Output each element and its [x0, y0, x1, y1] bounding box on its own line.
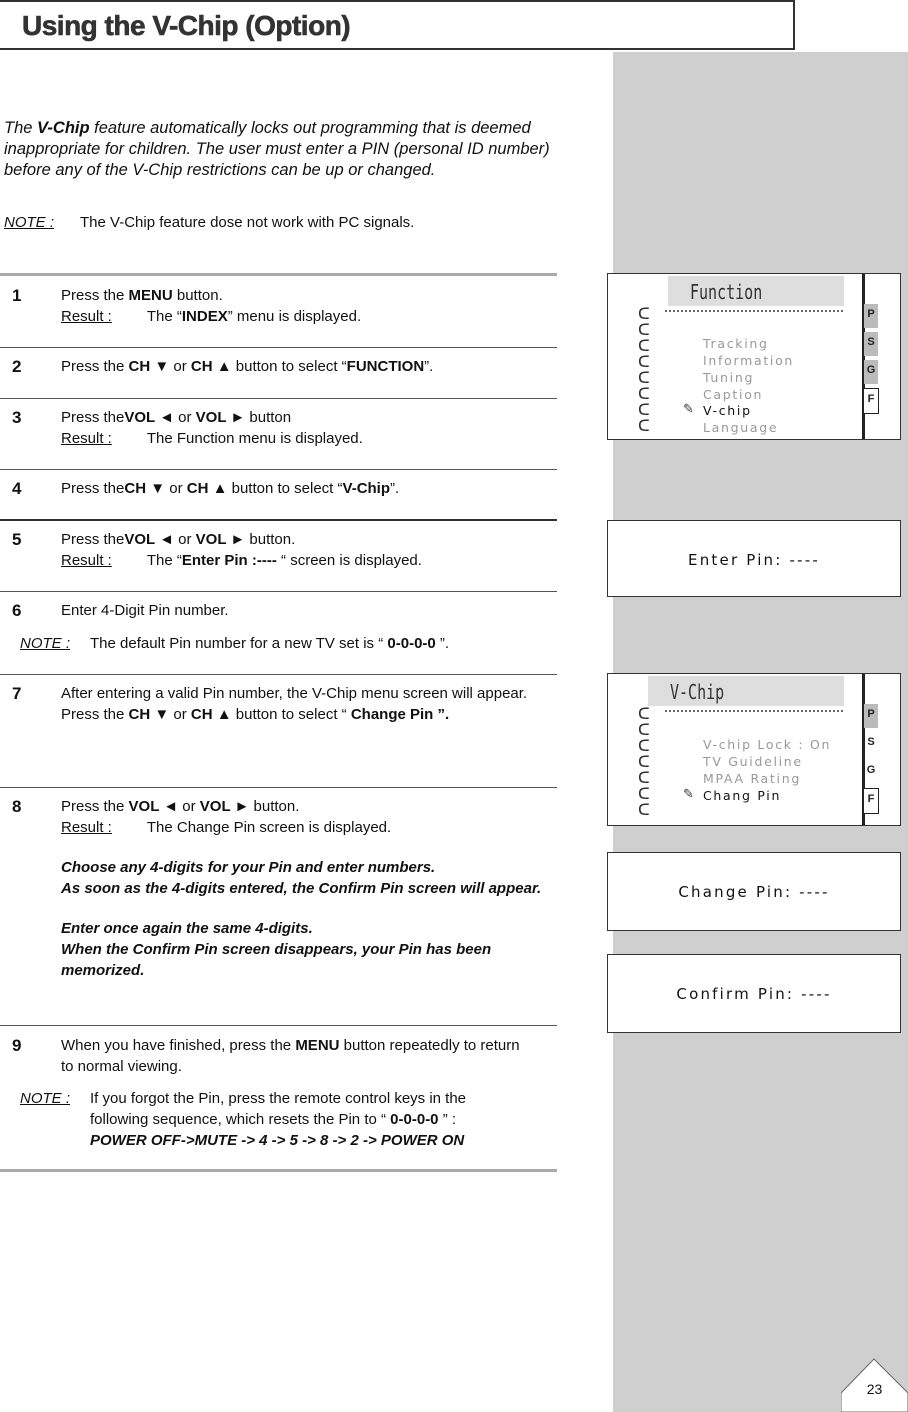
step-text: Press the: [61, 409, 125, 426]
step-number: 7: [12, 684, 22, 703]
menu-header: [648, 676, 844, 706]
page-title-box: [0, 0, 795, 50]
step-text: After entering a valid Pin number, the V-Chip menu screen will appear.: [61, 685, 528, 702]
tab-picture[interactable]: P: [864, 704, 878, 728]
divider: [0, 273, 557, 276]
ring-icon: ᑕ: [638, 338, 650, 355]
key-vol-right: VOL ►: [195, 531, 246, 548]
divider: [0, 591, 557, 592]
step-number: 4: [12, 479, 22, 498]
menu-function: FUNCTION: [346, 358, 425, 375]
menu-item-selected[interactable]: [683, 787, 782, 803]
pencil-icon: ✎: [683, 402, 696, 417]
tab-guide[interactable]: G: [866, 764, 876, 776]
result-text: The “: [146, 552, 182, 569]
result-label: Result :: [61, 430, 112, 447]
step-number: 9: [12, 1036, 22, 1055]
menu-item-selected[interactable]: [683, 402, 752, 418]
intro-emphasis: V-Chip: [37, 119, 90, 137]
divider: [0, 787, 557, 788]
enter-pin-screen: [607, 520, 901, 597]
divider: [0, 674, 557, 675]
ring-icon: ᑕ: [638, 402, 650, 419]
pencil-icon: ✎: [683, 787, 696, 802]
note-text: The V-Chip feature dose not work with PC signals.: [80, 214, 415, 231]
screen-enter-pin: Enter Pin :----: [181, 552, 277, 569]
confirm-pin-text: Confirm Pin: ----: [676, 985, 832, 1003]
note-forgot-pin: [20, 1088, 550, 1149]
ring-icon: ᑕ: [638, 386, 650, 403]
step-text: button: [245, 409, 292, 426]
note-default-pin: [20, 633, 449, 654]
step-number: 8: [12, 797, 22, 816]
step-text: Press the: [61, 480, 125, 497]
menu-item[interactable]: TV Guideline: [703, 754, 803, 769]
intro-paragraph: [4, 118, 564, 181]
instruction-italic: As soon as the 4-digits entered, the Confirm Pin screen will appear.: [61, 880, 542, 897]
divider: [0, 519, 557, 521]
key-ch-down: CH ▼: [124, 480, 166, 497]
step-text: button.: [245, 531, 296, 548]
note-text: ”.: [435, 635, 450, 652]
default-pin: 0-0-0-0: [387, 635, 436, 652]
menu-item-label: V-chip: [703, 403, 752, 418]
step-number: 2: [12, 357, 22, 376]
enter-pin-text: Enter Pin: ----: [688, 551, 820, 569]
ring-icon: ᑕ: [638, 306, 650, 323]
menu-item[interactable]: Information: [703, 353, 795, 368]
step-text: or: [165, 480, 187, 497]
key-vol-left: VOL ◄: [128, 798, 179, 815]
page-number-badge: [841, 1357, 908, 1412]
step-text: button to select “: [231, 706, 351, 723]
step-text: button.: [172, 287, 223, 304]
intro-pre: The: [4, 119, 38, 137]
step-text: or: [169, 706, 191, 723]
key-vol-right: VOL ►: [195, 409, 246, 426]
note-label: NOTE :: [20, 1090, 71, 1107]
menu-item[interactable]: Language: [703, 420, 779, 435]
result-text: The “: [146, 308, 182, 325]
ring-icon: ᑕ: [638, 370, 650, 387]
step-text: When you have finished, press the: [61, 1037, 296, 1054]
instruction-italic: Choose any 4-digits for your Pin and enter numbers.: [61, 859, 436, 876]
step-number: 3: [12, 408, 22, 427]
tab-function[interactable]: F: [864, 388, 879, 414]
step-text: ”.: [424, 358, 434, 375]
ring-icon: ᑕ: [638, 770, 650, 787]
tab-picture[interactable]: P: [864, 304, 878, 328]
ring-icon: ᑕ: [638, 738, 650, 755]
key-menu: MENU: [295, 1037, 340, 1054]
divider: [0, 347, 557, 348]
step-text: Press the: [61, 706, 129, 723]
result-label: Result :: [61, 552, 112, 569]
key-ch-up: CH ▲: [190, 358, 232, 375]
menu-change-pin: Change Pin: [350, 706, 434, 723]
key-ch-down: CH ▼: [128, 358, 170, 375]
ring-icon: ᑕ: [638, 418, 650, 435]
instruction-italic: When the Confirm Pin screen disappears, your Pin has been memorized.: [61, 941, 492, 979]
note-text: If you forgot the Pin, press the remote control keys in the: [90, 1090, 467, 1107]
menu-item[interactable]: MPAA Rating: [703, 771, 801, 786]
step-text: Press the: [61, 531, 125, 548]
result-label: Result :: [61, 819, 112, 836]
menu-title: Function: [690, 280, 763, 304]
function-menu-screen: [607, 273, 901, 440]
instruction-italic: Enter once again the same 4-digits.: [61, 920, 313, 937]
change-pin-screen: [607, 852, 901, 931]
step-text: ”.: [390, 480, 400, 497]
menu-item[interactable]: Tracking: [703, 336, 769, 351]
page-title: Using the V-Chip (Option): [22, 10, 351, 41]
key-ch-up: CH ▲: [186, 480, 228, 497]
result-text: The Change Pin screen is displayed.: [146, 819, 392, 836]
ring-icon: ᑕ: [638, 802, 650, 819]
key-vol-right: VOL ►: [199, 798, 250, 815]
result-label: Result :: [61, 308, 112, 325]
key-vol-left: VOL ◄: [124, 531, 174, 548]
divider: [0, 398, 557, 399]
note-text: ” :: [438, 1111, 457, 1128]
note-label: NOTE :: [4, 214, 55, 231]
ring-icon: ᑕ: [638, 786, 650, 803]
divider: [0, 1025, 557, 1026]
menu-title: V-Chip: [670, 680, 725, 704]
step-text: button to select “: [231, 358, 347, 375]
intro-post: feature automatically locks out programming that is deemed inappropriate for children. The user must enter a PIN (personal ID number) before any of the V-Chip restrictions can be up or changed.: [4, 119, 550, 179]
step-text: Enter 4-Digit Pin number.: [61, 602, 229, 619]
step-text: button repeatedly to return to normal viewing.: [61, 1037, 520, 1075]
ring-icon: ᑕ: [638, 706, 650, 723]
ring-icon: ᑕ: [638, 322, 650, 339]
menu-item-label: Chang Pin: [703, 788, 782, 803]
menu-item[interactable]: Tuning: [703, 370, 755, 385]
step-number: 6: [12, 601, 22, 620]
step-text: button to select “: [227, 480, 343, 497]
step-text: button.: [249, 798, 300, 815]
result-text: ” menu is displayed.: [227, 308, 362, 325]
divider: [0, 469, 557, 470]
step-number: 5: [12, 530, 22, 549]
key-ch-up: CH ▲: [190, 706, 232, 723]
tab-sound[interactable]: S: [864, 332, 878, 356]
note-label: NOTE :: [20, 635, 71, 652]
menu-index: INDEX: [181, 308, 228, 325]
step-text: ”.: [433, 706, 450, 723]
key-menu: MENU: [128, 287, 173, 304]
tab-guide[interactable]: G: [864, 360, 878, 384]
ring-icon: ᑕ: [638, 722, 650, 739]
step-text: Press the: [61, 798, 129, 815]
step-text: or: [178, 798, 200, 815]
divider: [0, 1169, 557, 1172]
step-text: or: [169, 358, 191, 375]
result-text: The Function menu is displayed.: [146, 430, 363, 447]
change-pin-text: Change Pin: ----: [678, 883, 830, 901]
default-pin: 0-0-0-0: [390, 1111, 439, 1128]
note-text: following sequence, which resets the Pin to “: [90, 1111, 391, 1128]
result-text: “ screen is displayed.: [276, 552, 422, 569]
step-text: or: [173, 531, 196, 548]
step-number: 1: [12, 286, 22, 305]
confirm-pin-screen: [607, 954, 901, 1033]
key-vol-left: VOL ◄: [124, 409, 174, 426]
reset-sequence: POWER OFF->MUTE -> 4 -> 5 -> 8 -> 2 -> POWER ON: [90, 1132, 465, 1149]
ring-icon: ᑕ: [638, 754, 650, 771]
ring-icon: ᑕ: [638, 354, 650, 371]
page-number: 23: [866, 1381, 883, 1397]
tab-sound[interactable]: S: [867, 736, 875, 748]
step-text: or: [173, 409, 196, 426]
step-text: Press the: [61, 287, 129, 304]
note-text: The default Pin number for a new TV set is “: [90, 635, 388, 652]
key-ch-down: CH ▼: [128, 706, 170, 723]
menu-header: [668, 276, 844, 306]
menu-divider: [665, 710, 843, 712]
menu-item[interactable]: V-chip Lock : On: [703, 737, 832, 752]
tab-function[interactable]: F: [864, 788, 879, 814]
note-pc-signals: [4, 214, 414, 231]
menu-divider: [665, 310, 843, 312]
menu-item[interactable]: Caption: [703, 387, 764, 402]
step-text: Press the: [61, 358, 129, 375]
tab-rail: [862, 274, 865, 439]
menu-vchip: V-Chip: [342, 480, 391, 497]
vchip-menu-screen: [607, 673, 901, 826]
